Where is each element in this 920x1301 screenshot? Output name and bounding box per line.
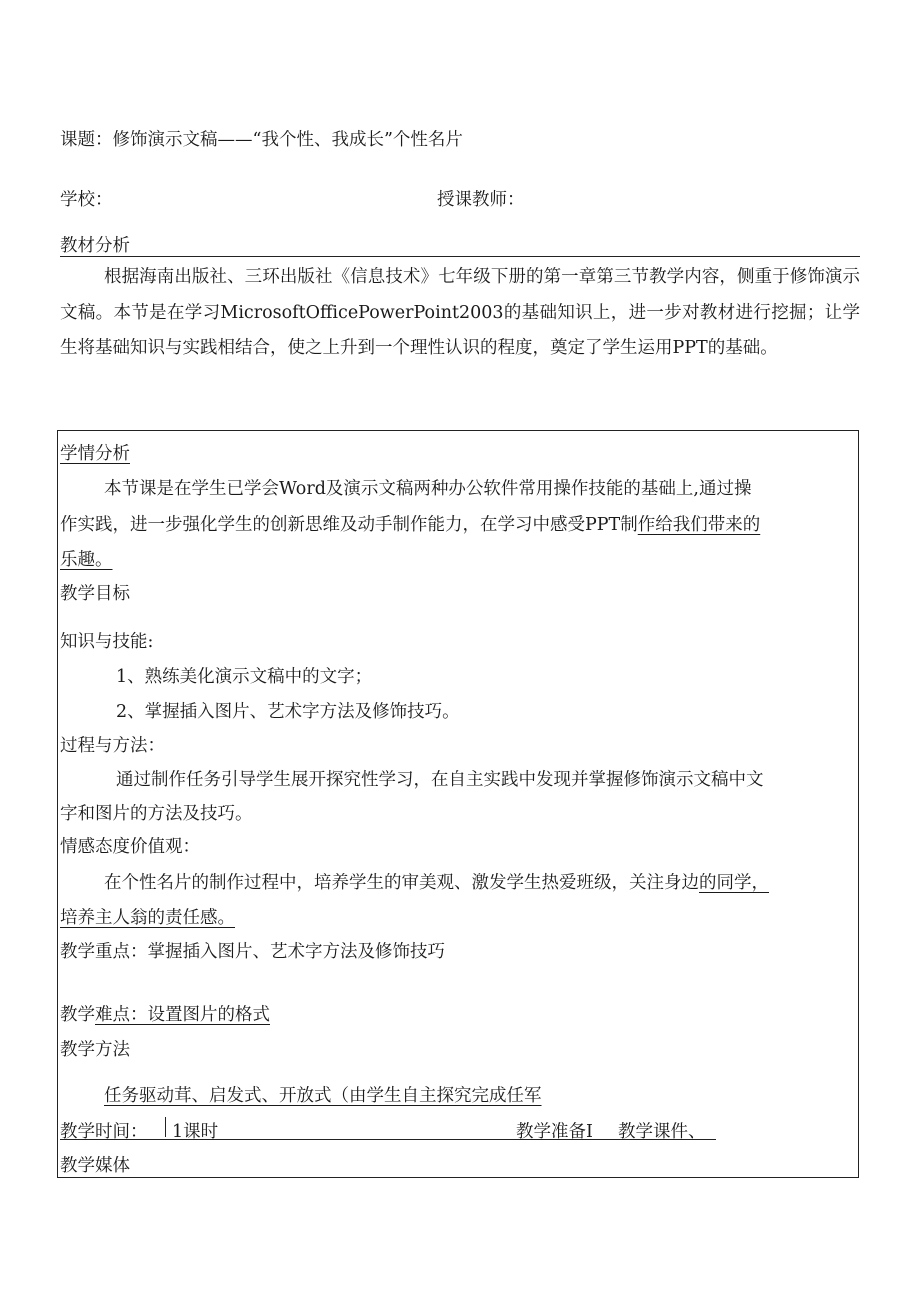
student-analysis-line-1: 本节课是在学生已学会Word及演示文稿两种办公软件常用操作技能的基础上,通过操 — [104, 479, 752, 499]
time-value: 1课时 — [172, 1122, 219, 1142]
emotion-line-1-underlined: 的同学， — [699, 873, 769, 893]
objectives-heading: 教学目标 — [60, 584, 130, 604]
time-separator — [165, 1117, 166, 1137]
time-label: 教学时间： — [60, 1122, 148, 1142]
key-point: 教学重点：掌握插入图片、艺术字方法及修饰技巧 — [60, 942, 445, 962]
knowledge-item-2: 2、掌握插入图片、艺术字方法及修饰技巧。 — [116, 702, 460, 722]
section-divider — [60, 256, 860, 257]
method-value: 任务驱动茸、启发式、开放式（由学生自主探究完成任军 — [104, 1086, 542, 1106]
method-heading: 教学方法 — [60, 1040, 130, 1060]
process-line-2: 字和图片的方法及技巧。 — [60, 804, 253, 824]
difficulty-label-underlined: 难点： — [95, 1005, 148, 1025]
media-label: 教学媒体 — [60, 1156, 130, 1176]
prep-label: 教学准备I — [516, 1122, 593, 1142]
textbook-analysis-body: 根据海南出版社、三环出版社《信息技术》七年级下册的第一章第三节教学内容，侧重于修饰演示文稿。本节是在学习MicrosoftOfficePowerPoint2003的基础知识上，进一步对教材进行挖掘；让学生将基础知识与实践相结合，使之上升到一个理性认识的程度，奠定了学生运用PPT的基础。 — [60, 267, 860, 358]
knowledge-item-1: 1、熟练美化演示文稿中的文字； — [116, 667, 373, 687]
student-analysis-line-2-text: 作实践，进一步强化学生的创新思维及动手制作能力，在学习中感受PPT制 — [60, 515, 638, 535]
student-analysis-line-2-underlined: 作给我们带来的 — [637, 515, 761, 535]
textbook-analysis-heading: 教材分析 — [60, 236, 130, 256]
knowledge-label: 知识与技能: — [60, 632, 154, 652]
lesson-title: 课题：修饰演示文稿——“我个性、我成长”个性名片 — [60, 130, 463, 150]
difficulty — [60, 1001, 270, 1026]
process-line-1: 通过制作任务引导学生展开探究性学习，在自主实践中发现并掌握修饰演示文稿中文 — [116, 770, 764, 790]
emotion-line-2: 培养主人翁的责任感。 — [60, 908, 235, 928]
school-label: 学校： — [60, 190, 113, 210]
teacher-label: 授课教师： — [437, 190, 525, 210]
process-label: 过程与方法： — [60, 736, 165, 756]
student-analysis-line-3: 乐趣。 — [60, 550, 113, 570]
emotion-line-1-text: 在个性名片的制作过程中，培养学生的审美观、激发学生热爱班级，关注身边 — [104, 873, 699, 893]
difficulty-value: 设置图片的格式 — [147, 1005, 270, 1025]
student-analysis-line-2 — [60, 511, 760, 536]
emotion-line-1 — [104, 869, 769, 894]
prep-value: 教学课件、 — [618, 1122, 706, 1142]
student-analysis-heading: 学情分析 — [60, 444, 130, 464]
emotion-label: 情感态度价值观： — [60, 837, 200, 857]
difficulty-label: 教学 — [60, 1005, 95, 1025]
